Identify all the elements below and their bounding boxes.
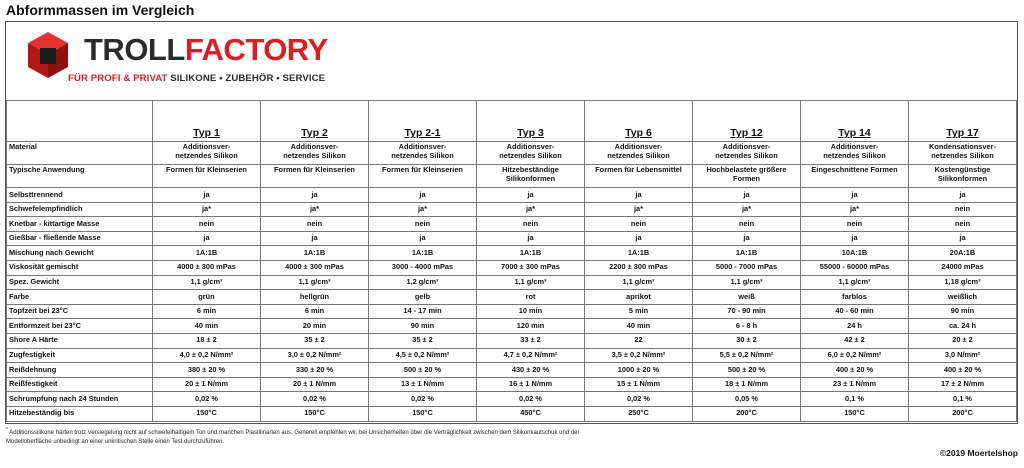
table-cell: weißlich [909, 290, 1017, 305]
table-cell: Hochbelastete größere Formen [693, 165, 801, 188]
table-cell: 330 ± 20 % [261, 363, 369, 378]
table-row [7, 333, 1017, 348]
table-cell: ja [369, 231, 477, 246]
table-row [7, 275, 1017, 290]
table-cell: Formen für Kleinserien [153, 165, 261, 188]
table-cell: 6 - 8 h [693, 319, 801, 334]
table-row [7, 363, 1017, 378]
table-cell: Additionsver- netzendes Silikon [153, 142, 261, 165]
column-header: Typ 14 [801, 101, 909, 142]
row-label: Reißdehnung [7, 363, 153, 378]
table-cell: 20 ± 1 N/mm [261, 377, 369, 392]
table-cell: 150°C [801, 406, 909, 421]
table-row [7, 406, 1017, 421]
table-cell: rot [477, 290, 585, 305]
row-label: Schwefelempfindlich [7, 202, 153, 217]
table-cell: nein [909, 202, 1017, 217]
table-cell: 5000 - 7000 mPas [693, 260, 801, 275]
table-cell: 55000 - 60000 mPas [801, 260, 909, 275]
table-cell: 0,02 % [477, 392, 585, 407]
row-label: Topfzeit bei 23°C [7, 304, 153, 319]
table-cell: 16 ± 1 N/mm [477, 377, 585, 392]
table-cell: 0,02 % [153, 392, 261, 407]
table-cell: 3,5 ± 0,2 N/mm² [585, 348, 693, 363]
table-cell: 35 ± 2 [369, 333, 477, 348]
table-cell: 5,5 ± 0,2 N/mm² [693, 348, 801, 363]
footnote-marker: * [6, 427, 8, 433]
column-header: Typ 6 [585, 101, 693, 142]
table-cell: ja* [585, 202, 693, 217]
table-cell: 0,02 % [369, 392, 477, 407]
table-cell: 1,1 g/cm³ [261, 275, 369, 290]
table-cell: 1,1 g/cm³ [801, 275, 909, 290]
table-cell: 18 ± 2 [153, 333, 261, 348]
table-cell: 1A:1B [153, 246, 261, 261]
row-label: Schrumpfung nach 24 Stunden [7, 392, 153, 407]
row-label: Reißfestigkeit [7, 377, 153, 392]
table-cell: 33 ± 2 [477, 333, 585, 348]
table-cell: ja [369, 188, 477, 203]
column-header: Typ 2 [261, 101, 369, 142]
table-cell: Formen für Kleinserien [261, 165, 369, 188]
brand-tagline-part1: FÜR PROFI & PRIVAT [68, 73, 168, 84]
table-cell: 1A:1B [261, 246, 369, 261]
table-cell: 4000 ± 300 mPas [153, 260, 261, 275]
brand-tagline-part2: SILIKONE • ZUBEHÖR • SERVICE [170, 73, 326, 84]
table-cell: ja [693, 188, 801, 203]
table-cell: Additionsver- netzendes Silikon [477, 142, 585, 165]
table-row [7, 202, 1017, 217]
column-header: Typ 17 [909, 101, 1017, 142]
footnote-line2: Modelloberfläche unbedingt an einer unkritischen Stelle einen Test durchzuführen. [6, 439, 225, 445]
table-cell: grün [153, 290, 261, 305]
table-cell: 24 h [801, 319, 909, 334]
table-cell: 42 ± 2 [801, 333, 909, 348]
table-cell: 14 - 17 min [369, 304, 477, 319]
table-cell: ja [477, 188, 585, 203]
table-cell: nein [801, 217, 909, 232]
table-cell: 150°C [261, 406, 369, 421]
table-row [7, 348, 1017, 363]
table-row [7, 377, 1017, 392]
table-cell: 1A:1B [585, 246, 693, 261]
column-header: Typ 2-1 [369, 101, 477, 142]
row-label: Spez. Gewicht [7, 275, 153, 290]
table-cell: Kondensationsver- netzendes Silikon [909, 142, 1017, 165]
row-label: Mischung nach Gewicht [7, 246, 153, 261]
table-cell: 1,1 g/cm³ [477, 275, 585, 290]
table-cell: 1,18 g/cm³ [909, 275, 1017, 290]
table-row [7, 260, 1017, 275]
table-cell: Formen für Lebensmittel [585, 165, 693, 188]
table-cell: 20 ± 1 N/mm [153, 377, 261, 392]
table-cell: Additionsver- netzendes Silikon [801, 142, 909, 165]
table-row [7, 217, 1017, 232]
table-cell: 4,7 ± 0,2 N/mm² [477, 348, 585, 363]
table-cell: nein [261, 217, 369, 232]
table-cell: 20 ± 2 [909, 333, 1017, 348]
table-cell: ja [909, 188, 1017, 203]
table-cell: 6 min [153, 304, 261, 319]
copyright: ©2019 Moertelshop [939, 448, 1018, 458]
table-cell: ja [585, 231, 693, 246]
table-cell: 1A:1B [693, 246, 801, 261]
table-cell: Formen für Kleinserien [369, 165, 477, 188]
table-cell: 1,1 g/cm³ [693, 275, 801, 290]
table-cell: 3,0 ± 0,2 N/mm² [261, 348, 369, 363]
brand-tagline [68, 73, 325, 84]
table-cell: ja [909, 231, 1017, 246]
brand-name-part1: TROLL [84, 32, 185, 67]
column-header: Typ 1 [153, 101, 261, 142]
table-cell: nein [693, 217, 801, 232]
table-cell: nein [909, 217, 1017, 232]
table-cell: nein [153, 217, 261, 232]
table-row [7, 392, 1017, 407]
table-cell: 13 ± 1 N/mm [369, 377, 477, 392]
table-cell: gelb [369, 290, 477, 305]
table-cell: 150°C [153, 406, 261, 421]
table-cell: 18 ± 1 N/mm [693, 377, 801, 392]
table-cell: 35 ± 2 [261, 333, 369, 348]
row-label: Hitzebeständig bis [7, 406, 153, 421]
table-cell: 23 ± 1 N/mm [801, 377, 909, 392]
table-cell: ja* [693, 202, 801, 217]
trollfactory-logo [26, 28, 328, 90]
column-header: Typ 3 [477, 101, 585, 142]
table-cell: 0,02 % [261, 392, 369, 407]
row-label: Viskosität gemischt [7, 260, 153, 275]
table-cell: 2200 ± 300 mPas [585, 260, 693, 275]
table-cell: 1,1 g/cm³ [585, 275, 693, 290]
table-cell: 120 min [477, 319, 585, 334]
brand-name [84, 32, 328, 68]
table-cell: hellgrün [261, 290, 369, 305]
footnote [6, 426, 806, 447]
row-label: Entformzeit bei 23°C [7, 319, 153, 334]
table-cell: 0,05 % [693, 392, 801, 407]
table-cell: 22 [585, 333, 693, 348]
table-cell: Additionsver- netzendes Silikon [693, 142, 801, 165]
table-cell: 40 - 60 min [801, 304, 909, 319]
row-label: Farbe [7, 290, 153, 305]
table-cell: 17 ± 2 N/mm [909, 377, 1017, 392]
table-cell: 1A:1B [477, 246, 585, 261]
table-cell: 30 ± 2 [693, 333, 801, 348]
table-cell: ja [477, 231, 585, 246]
table-cell: 0,1 % [909, 392, 1017, 407]
table-cell: nein [369, 217, 477, 232]
column-header: Typ 12 [693, 101, 801, 142]
row-label: Gießbar - fließende Masse [7, 231, 153, 246]
table-row [7, 304, 1017, 319]
row-label: Shore A Härte [7, 333, 153, 348]
table-cell: 10A:1B [801, 246, 909, 261]
table-cell: ja [585, 188, 693, 203]
table-cell: 20A:1B [909, 246, 1017, 261]
table-cell: aprikot [585, 290, 693, 305]
page-title: Abformmassen im Vergleich [6, 2, 195, 18]
table-cell: ja [261, 231, 369, 246]
table-cell: 40 min [153, 319, 261, 334]
table-cell: ja [801, 231, 909, 246]
table-row [7, 165, 1017, 188]
table-cell: 500 ± 20 % [693, 363, 801, 378]
table-cell: 10 min [477, 304, 585, 319]
table-cell: Eingeschnittene Formen [801, 165, 909, 188]
brand-name-part2: FACTORY [184, 32, 328, 67]
table-cell: nein [477, 217, 585, 232]
row-label: Selbsttrennend [7, 188, 153, 203]
cube-logo-icon [26, 30, 70, 80]
table-cell: ja [153, 188, 261, 203]
table-cell: ja* [801, 202, 909, 217]
table-cell: 380 ± 20 % [153, 363, 261, 378]
comparison-frame [5, 21, 1018, 424]
table-cell: 24000 mPas [909, 260, 1017, 275]
table-row [7, 319, 1017, 334]
table-cell: weiß [693, 290, 801, 305]
table-cell: 7000 ± 300 mPas [477, 260, 585, 275]
table-cell: Additionsver- netzendes Silikon [369, 142, 477, 165]
table-cell: ja* [477, 202, 585, 217]
footnote-line1: Additionssilikone härten trotz Versiegelung nicht auf schwefelhaltigem Ton und manchen Plastilinarten aus. Generell empfehlen wir, bei Unsicherheiten über die Verträglichkeit zwischen dem Silikonkautschuk und der [9, 430, 580, 436]
table-cell: 5 min [585, 304, 693, 319]
row-label: Knetbar - kittartige Masse [7, 217, 153, 232]
row-label: Material [7, 142, 153, 165]
table-cell: 400 ± 20 % [909, 363, 1017, 378]
table-cell: 4,0 ± 0,2 N/mm² [153, 348, 261, 363]
header-empty-cell [7, 101, 153, 142]
table-cell: 200°C [693, 406, 801, 421]
table-cell: Additionsver- netzendes Silikon [585, 142, 693, 165]
table-cell: 4,5 ± 0,2 N/mm² [369, 348, 477, 363]
table-cell: 6,0 ± 0,2 N/mm² [801, 348, 909, 363]
table-cell: 1,1 g/cm³ [153, 275, 261, 290]
table-row [7, 290, 1017, 305]
table-cell: farblos [801, 290, 909, 305]
row-label: Zugfestigkeit [7, 348, 153, 363]
table-cell: ja [693, 231, 801, 246]
table-cell: 450°C [477, 406, 585, 421]
table-cell: 500 ± 20 % [369, 363, 477, 378]
table-cell: 400 ± 20 % [801, 363, 909, 378]
table-cell: ca. 24 h [909, 319, 1017, 334]
table-cell: Hitzebeständige Silikonformen [477, 165, 585, 188]
table-cell: Additionsver- netzendes Silikon [261, 142, 369, 165]
table-cell: 4000 ± 300 mPas [261, 260, 369, 275]
table-cell: 0,02 % [585, 392, 693, 407]
table-cell: 3000 - 4000 mPas [369, 260, 477, 275]
table-cell: 90 min [369, 319, 477, 334]
table-header-row [7, 101, 1017, 142]
table-row [7, 231, 1017, 246]
table-cell: 15 ± 1 N/mm [585, 377, 693, 392]
table-cell: 6 min [261, 304, 369, 319]
table-cell: Kostengünstige Silikonformen [909, 165, 1017, 188]
comparison-table [6, 100, 1017, 422]
table-cell: ja [261, 188, 369, 203]
table-cell: ja* [261, 202, 369, 217]
table-cell: 150°C [369, 406, 477, 421]
table-cell: 1,2 g/cm³ [369, 275, 477, 290]
table-cell: 3,0 N/mm² [909, 348, 1017, 363]
table-cell: 1000 ± 20 % [585, 363, 693, 378]
table-cell: 40 min [585, 319, 693, 334]
table-cell: ja [801, 188, 909, 203]
table-cell: 200°C [909, 406, 1017, 421]
table-row [7, 246, 1017, 261]
row-label: Typische Anwendung [7, 165, 153, 188]
table-cell: nein [585, 217, 693, 232]
table-cell: 20 min [261, 319, 369, 334]
table-cell: ja [153, 231, 261, 246]
table-cell: 250°C [585, 406, 693, 421]
table-row [7, 188, 1017, 203]
table-cell: 1A:1B [369, 246, 477, 261]
table-cell: 90 min [909, 304, 1017, 319]
table-cell: 430 ± 20 % [477, 363, 585, 378]
table-cell: ja* [153, 202, 261, 217]
table-cell: 70 - 90 min [693, 304, 801, 319]
table-cell: ja* [369, 202, 477, 217]
table-cell: 0,1 % [801, 392, 909, 407]
table-row [7, 142, 1017, 165]
